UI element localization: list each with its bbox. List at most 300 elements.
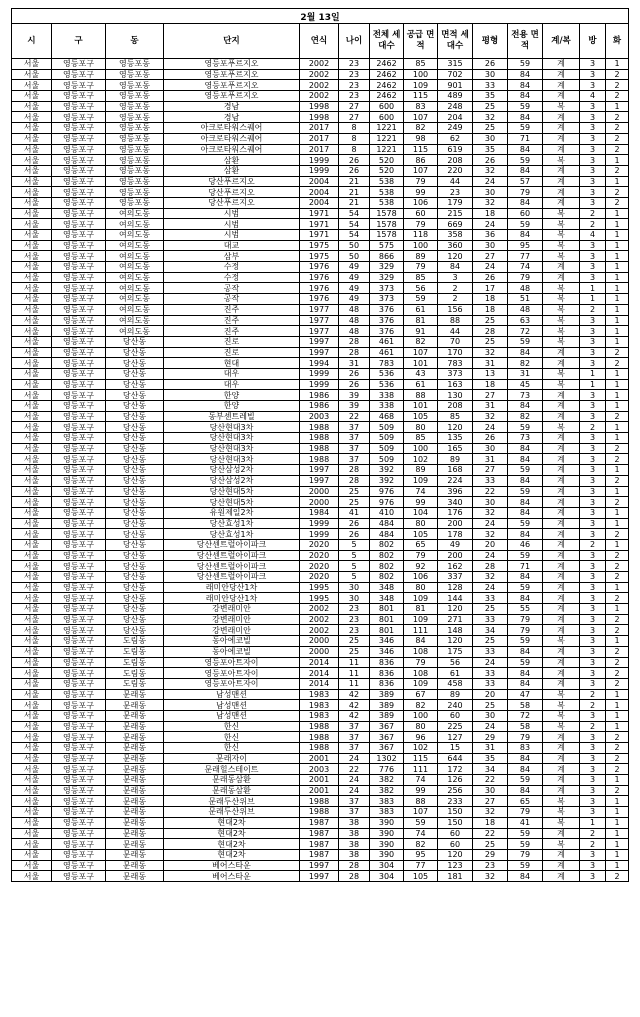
table-row	[12, 636, 629, 647]
cell-col-si: 서울	[12, 753, 52, 764]
cell-col-supply-area: 85	[404, 433, 438, 444]
cell-col-year: 1987	[300, 839, 339, 850]
cell-col-supply-area: 100	[404, 443, 438, 454]
cell-col-si: 서울	[12, 133, 52, 144]
cell-col-gu: 영등포구	[52, 272, 106, 283]
cell-col-complex: 당산삼성2차	[164, 465, 300, 476]
cell-col-bathrooms: 1	[606, 796, 629, 807]
cell-col-bathrooms: 2	[606, 443, 629, 454]
cell-col-area-households: 23	[438, 187, 473, 198]
cell-col-area-households: 458	[438, 678, 473, 689]
cell-col-pyeong: 35	[473, 144, 508, 155]
cell-col-gu: 영등포구	[52, 315, 106, 326]
cell-col-supply-area: 92	[404, 561, 438, 572]
cell-col-area-households: 489	[438, 91, 473, 102]
cell-col-si: 서울	[12, 262, 52, 273]
cell-col-total-households: 346	[370, 636, 404, 647]
cell-col-total-households: 383	[370, 807, 404, 818]
cell-col-pyeong: 26	[473, 59, 508, 70]
cell-col-si: 서울	[12, 604, 52, 615]
cell-col-bathrooms: 1	[606, 240, 629, 251]
cell-col-exclusive-area: 84	[508, 197, 543, 208]
cell-col-si: 서울	[12, 454, 52, 465]
cell-col-year: 1998	[300, 112, 339, 123]
cell-col-year: 2002	[300, 604, 339, 615]
cell-col-complex: 당산현대5차	[164, 486, 300, 497]
cell-col-year: 2002	[300, 625, 339, 636]
cell-col-age: 26	[339, 165, 370, 176]
cell-col-supply-area: 59	[404, 817, 438, 828]
cell-col-pyeong: 25	[473, 839, 508, 850]
cell-col-complex: 문래힐스테이트	[164, 764, 300, 775]
cell-col-total-households: 1578	[370, 208, 404, 219]
cell-col-area-households: 271	[438, 614, 473, 625]
cell-col-dong: 문래동	[106, 689, 164, 700]
cell-col-rooms: 3	[580, 101, 606, 112]
cell-col-supply-area: 106	[404, 572, 438, 583]
cell-col-rooms: 3	[580, 849, 606, 860]
cell-col-bathrooms: 2	[606, 593, 629, 604]
cell-col-rooms: 3	[580, 668, 606, 679]
cell-col-supply-area: 107	[404, 112, 438, 123]
cell-col-pyeong: 33	[473, 668, 508, 679]
cell-col-rooms: 3	[580, 636, 606, 647]
cell-col-bathrooms: 2	[606, 80, 629, 91]
cell-col-complex: 남성맨션	[164, 700, 300, 711]
cell-col-si: 서울	[12, 80, 52, 91]
cell-col-gu: 영등포구	[52, 165, 106, 176]
cell-col-age: 23	[339, 614, 370, 625]
table-row	[12, 828, 629, 839]
cell-col-dong: 도림동	[106, 646, 164, 657]
table-row	[12, 379, 629, 390]
cell-col-dong: 문래동	[106, 785, 164, 796]
cell-col-supply-area: 96	[404, 732, 438, 743]
cell-col-rooms: 3	[580, 251, 606, 262]
cell-col-stair-corridor: 계	[543, 80, 580, 91]
cell-col-area-households: 126	[438, 775, 473, 786]
cell-col-supply-area: 84	[404, 636, 438, 647]
cell-col-si: 서울	[12, 422, 52, 433]
table-row	[12, 443, 629, 454]
cell-col-bathrooms: 2	[606, 358, 629, 369]
cell-col-pyeong: 24	[473, 518, 508, 529]
cell-col-complex: 한신	[164, 743, 300, 754]
cell-col-supply-area: 100	[404, 69, 438, 80]
cell-col-exclusive-area: 72	[508, 326, 543, 337]
cell-col-dong: 영등포동	[106, 91, 164, 102]
cell-col-bathrooms: 2	[606, 871, 629, 882]
cell-col-pyeong: 26	[473, 272, 508, 283]
cell-col-exclusive-area: 84	[508, 646, 543, 657]
cell-col-rooms: 3	[580, 475, 606, 486]
cell-col-age: 23	[339, 80, 370, 91]
cell-col-complex: 현대	[164, 358, 300, 369]
cell-col-si: 서울	[12, 678, 52, 689]
cell-col-dong: 영등포동	[106, 59, 164, 70]
cell-col-supply-area: 111	[404, 625, 438, 636]
cell-col-total-households: 382	[370, 785, 404, 796]
cell-col-pyeong: 27	[473, 390, 508, 401]
cell-col-supply-area: 80	[404, 721, 438, 732]
cell-col-area-households: 156	[438, 304, 473, 315]
cell-col-area-households: 120	[438, 636, 473, 647]
cell-col-stair-corridor: 계	[543, 582, 580, 593]
cell-col-year: 2003	[300, 411, 339, 422]
table-row	[12, 743, 629, 754]
table-row	[12, 165, 629, 176]
cell-col-rooms: 2	[580, 539, 606, 550]
cell-col-total-households: 2462	[370, 91, 404, 102]
table-row	[12, 465, 629, 476]
cell-col-total-households: 376	[370, 315, 404, 326]
cell-col-area-households: 89	[438, 454, 473, 465]
cell-col-si: 서울	[12, 700, 52, 711]
cell-col-complex: 한양	[164, 390, 300, 401]
cell-col-area-households: 128	[438, 582, 473, 593]
cell-col-pyeong: 23	[473, 860, 508, 871]
cell-col-gu: 영등포구	[52, 657, 106, 668]
cell-col-si: 서울	[12, 775, 52, 786]
cell-col-rooms: 3	[580, 764, 606, 775]
table-row	[12, 529, 629, 540]
table-row	[12, 219, 629, 230]
cell-col-gu: 영등포구	[52, 326, 106, 337]
cell-col-stair-corridor: 계	[543, 625, 580, 636]
cell-col-year: 1988	[300, 743, 339, 754]
cell-col-gu: 영등포구	[52, 497, 106, 508]
table-row	[12, 433, 629, 444]
cell-col-year: 2002	[300, 69, 339, 80]
cell-col-stair-corridor: 계	[543, 347, 580, 358]
cell-col-complex: 당산현대5차	[164, 497, 300, 508]
cell-col-rooms: 4	[580, 91, 606, 102]
cell-col-pyeong: 22	[473, 486, 508, 497]
cell-col-gu: 영등포구	[52, 529, 106, 540]
cell-col-year: 2001	[300, 753, 339, 764]
cell-col-si: 서울	[12, 69, 52, 80]
cell-col-gu: 영등포구	[52, 336, 106, 347]
cell-col-age: 11	[339, 678, 370, 689]
cell-col-complex: 현대2차	[164, 849, 300, 860]
cell-col-rooms: 3	[580, 326, 606, 337]
cell-col-total-households: 389	[370, 710, 404, 721]
cell-col-bathrooms: 1	[606, 582, 629, 593]
cell-col-dong: 문래동	[106, 700, 164, 711]
table-row	[12, 753, 629, 764]
cell-col-complex: 베어스타운	[164, 871, 300, 882]
cell-col-bathrooms: 1	[606, 336, 629, 347]
cell-col-stair-corridor: 계	[543, 657, 580, 668]
cell-col-si: 서울	[12, 518, 52, 529]
cell-col-pyeong: 30	[473, 497, 508, 508]
cell-col-year: 1999	[300, 368, 339, 379]
cell-col-total-households: 2462	[370, 69, 404, 80]
cell-col-complex: 당산현대3차	[164, 433, 300, 444]
cell-col-total-households: 1578	[370, 219, 404, 230]
cell-col-gu: 영등포구	[52, 817, 106, 828]
cell-col-gu: 영등포구	[52, 294, 106, 305]
cell-col-year: 1987	[300, 828, 339, 839]
cell-col-stair-corridor: 복	[543, 817, 580, 828]
cell-col-stair-corridor: 계	[543, 860, 580, 871]
cell-col-si: 서울	[12, 593, 52, 604]
cell-col-age: 37	[339, 454, 370, 465]
cell-col-age: 38	[339, 828, 370, 839]
cell-col-exclusive-area: 51	[508, 294, 543, 305]
cell-col-bathrooms: 2	[606, 411, 629, 422]
cell-col-age: 49	[339, 272, 370, 283]
cell-col-complex: 진주	[164, 315, 300, 326]
cell-col-stair-corridor: 계	[543, 465, 580, 476]
cell-col-gu: 영등포구	[52, 871, 106, 882]
cell-col-dong: 당산동	[106, 422, 164, 433]
cell-col-total-households: 389	[370, 700, 404, 711]
table-row	[12, 411, 629, 422]
cell-col-year: 2000	[300, 646, 339, 657]
cell-col-total-households: 304	[370, 860, 404, 871]
cell-col-age: 41	[339, 507, 370, 518]
table-row	[12, 80, 629, 91]
cell-col-year: 2002	[300, 91, 339, 102]
cell-col-exclusive-area: 59	[508, 828, 543, 839]
cell-col-pyeong: 24	[473, 582, 508, 593]
table-row	[12, 785, 629, 796]
cell-col-si: 서울	[12, 668, 52, 679]
cell-col-exclusive-area: 71	[508, 561, 543, 572]
cell-col-supply-area: 86	[404, 155, 438, 166]
cell-col-si: 서울	[12, 283, 52, 294]
cell-col-complex: 한신	[164, 732, 300, 743]
cell-col-bathrooms: 1	[606, 710, 629, 721]
header-col-area-households: 면적 세대수	[438, 24, 473, 59]
cell-col-pyeong: 32	[473, 165, 508, 176]
cell-col-exclusive-area: 84	[508, 764, 543, 775]
cell-col-complex: 영등포아트자이	[164, 657, 300, 668]
cell-col-exclusive-area: 84	[508, 871, 543, 882]
cell-col-gu: 영등포구	[52, 176, 106, 187]
cell-col-supply-area: 102	[404, 743, 438, 754]
cell-col-dong: 당산동	[106, 443, 164, 454]
cell-col-bathrooms: 2	[606, 497, 629, 508]
cell-col-dong: 당산동	[106, 550, 164, 561]
cell-col-year: 1984	[300, 507, 339, 518]
cell-col-gu: 영등포구	[52, 240, 106, 251]
cell-col-gu: 영등포구	[52, 796, 106, 807]
cell-col-bathrooms: 1	[606, 304, 629, 315]
cell-col-stair-corridor: 계	[543, 91, 580, 102]
cell-col-exclusive-area: 59	[508, 518, 543, 529]
cell-col-si: 서울	[12, 390, 52, 401]
cell-col-exclusive-area: 79	[508, 625, 543, 636]
cell-col-area-households: 168	[438, 465, 473, 476]
cell-col-dong: 당산동	[106, 368, 164, 379]
cell-col-si: 서울	[12, 625, 52, 636]
cell-col-rooms: 1	[580, 379, 606, 390]
cell-col-year: 1999	[300, 165, 339, 176]
cell-col-dong: 당산동	[106, 539, 164, 550]
cell-col-year: 2014	[300, 657, 339, 668]
cell-col-age: 23	[339, 604, 370, 615]
cell-col-si: 서울	[12, 176, 52, 187]
cell-col-age: 21	[339, 187, 370, 198]
cell-col-year: 1977	[300, 304, 339, 315]
cell-col-supply-area: 85	[404, 272, 438, 283]
cell-col-total-households: 382	[370, 775, 404, 786]
cell-col-supply-area: 107	[404, 807, 438, 818]
cell-col-supply-area: 85	[404, 59, 438, 70]
cell-col-year: 1971	[300, 219, 339, 230]
cell-col-year: 1986	[300, 401, 339, 412]
cell-col-exclusive-area: 58	[508, 721, 543, 732]
cell-col-year: 1997	[300, 475, 339, 486]
cell-col-age: 37	[339, 732, 370, 743]
cell-col-bathrooms: 2	[606, 123, 629, 134]
table-row	[12, 732, 629, 743]
cell-col-exclusive-area: 79	[508, 272, 543, 283]
cell-col-rooms: 3	[580, 155, 606, 166]
cell-col-dong: 문래동	[106, 743, 164, 754]
cell-col-stair-corridor: 복	[543, 379, 580, 390]
cell-col-complex: 아크로타워스퀘어	[164, 133, 300, 144]
cell-col-bathrooms: 1	[606, 604, 629, 615]
cell-col-total-households: 802	[370, 561, 404, 572]
cell-col-total-households: 346	[370, 646, 404, 657]
cell-col-dong: 당산동	[106, 529, 164, 540]
cell-col-pyeong: 32	[473, 572, 508, 583]
cell-col-stair-corridor: 복	[543, 336, 580, 347]
table-row	[12, 775, 629, 786]
table-row	[12, 91, 629, 102]
cell-col-rooms: 3	[580, 176, 606, 187]
cell-col-rooms: 3	[580, 315, 606, 326]
cell-col-bathrooms: 1	[606, 208, 629, 219]
cell-col-age: 50	[339, 251, 370, 262]
cell-col-dong: 당산동	[106, 358, 164, 369]
cell-col-age: 5	[339, 572, 370, 583]
cell-col-complex: 시범	[164, 230, 300, 241]
cell-col-bathrooms: 1	[606, 272, 629, 283]
cell-col-si: 서울	[12, 465, 52, 476]
cell-col-gu: 영등포구	[52, 101, 106, 112]
cell-col-area-households: 204	[438, 112, 473, 123]
cell-col-area-households: 175	[438, 646, 473, 657]
cell-col-age: 37	[339, 422, 370, 433]
table-row	[12, 101, 629, 112]
cell-col-gu: 영등포구	[52, 764, 106, 775]
table-row	[12, 561, 629, 572]
table-row	[12, 646, 629, 657]
cell-col-age: 25	[339, 646, 370, 657]
cell-col-exclusive-area: 73	[508, 433, 543, 444]
cell-col-complex: 진로	[164, 336, 300, 347]
cell-col-supply-area: 105	[404, 411, 438, 422]
cell-col-gu: 영등포구	[52, 187, 106, 198]
cell-col-area-households: 3	[438, 272, 473, 283]
cell-col-supply-area: 109	[404, 614, 438, 625]
cell-col-stair-corridor: 계	[543, 753, 580, 764]
cell-col-exclusive-area: 48	[508, 283, 543, 294]
cell-col-age: 49	[339, 262, 370, 273]
table-row	[12, 796, 629, 807]
cell-col-area-households: 208	[438, 155, 473, 166]
cell-col-year: 1988	[300, 422, 339, 433]
cell-col-area-households: 85	[438, 411, 473, 422]
table-row	[12, 197, 629, 208]
cell-col-si: 서울	[12, 336, 52, 347]
cell-col-age: 21	[339, 176, 370, 187]
cell-col-age: 23	[339, 625, 370, 636]
cell-col-dong: 문래동	[106, 860, 164, 871]
cell-col-age: 54	[339, 230, 370, 241]
cell-col-year: 2020	[300, 561, 339, 572]
cell-col-rooms: 3	[580, 497, 606, 508]
cell-col-gu: 영등포구	[52, 721, 106, 732]
cell-col-bathrooms: 1	[606, 294, 629, 305]
cell-col-complex: 한신	[164, 721, 300, 732]
cell-col-age: 26	[339, 518, 370, 529]
cell-col-year: 2002	[300, 80, 339, 91]
cell-col-age: 37	[339, 433, 370, 444]
cell-col-year: 1988	[300, 443, 339, 454]
cell-col-total-households: 802	[370, 539, 404, 550]
cell-col-gu: 영등포구	[52, 785, 106, 796]
cell-col-exclusive-area: 84	[508, 165, 543, 176]
cell-col-dong: 여의도동	[106, 208, 164, 219]
cell-col-total-households: 776	[370, 764, 404, 775]
cell-col-total-households: 367	[370, 732, 404, 743]
cell-col-gu: 영등포구	[52, 507, 106, 518]
cell-col-exclusive-area: 84	[508, 497, 543, 508]
cell-col-total-households: 383	[370, 796, 404, 807]
cell-col-pyeong: 24	[473, 721, 508, 732]
cell-col-stair-corridor: 계	[543, 187, 580, 198]
cell-col-si: 서울	[12, 689, 52, 700]
cell-col-stair-corridor: 계	[543, 593, 580, 604]
cell-col-area-households: 200	[438, 550, 473, 561]
cell-col-si: 서울	[12, 614, 52, 625]
cell-col-age: 30	[339, 582, 370, 593]
cell-col-complex: 당산효성1차	[164, 518, 300, 529]
table-row	[12, 582, 629, 593]
table-row	[12, 230, 629, 241]
table-body	[12, 59, 629, 882]
cell-col-bathrooms: 1	[606, 390, 629, 401]
cell-col-si: 서울	[12, 529, 52, 540]
cell-col-dong: 문래동	[106, 871, 164, 882]
cell-col-total-households: 801	[370, 614, 404, 625]
cell-col-complex: 당산센트럴아이파크	[164, 550, 300, 561]
cell-col-rooms: 2	[580, 304, 606, 315]
cell-col-stair-corridor: 계	[543, 197, 580, 208]
table-row	[12, 678, 629, 689]
cell-col-si: 서울	[12, 240, 52, 251]
cell-col-age: 37	[339, 796, 370, 807]
cell-col-total-households: 468	[370, 411, 404, 422]
cell-col-rooms: 3	[580, 433, 606, 444]
cell-col-age: 49	[339, 283, 370, 294]
cell-col-stair-corridor: 계	[543, 69, 580, 80]
cell-col-pyeong: 31	[473, 401, 508, 412]
cell-col-dong: 문래동	[106, 732, 164, 743]
cell-col-bathrooms: 2	[606, 133, 629, 144]
cell-col-si: 서울	[12, 871, 52, 882]
cell-col-si: 서울	[12, 646, 52, 657]
cell-col-stair-corridor: 계	[543, 668, 580, 679]
cell-col-si: 서울	[12, 710, 52, 721]
cell-col-year: 1988	[300, 721, 339, 732]
cell-col-area-households: 88	[438, 315, 473, 326]
